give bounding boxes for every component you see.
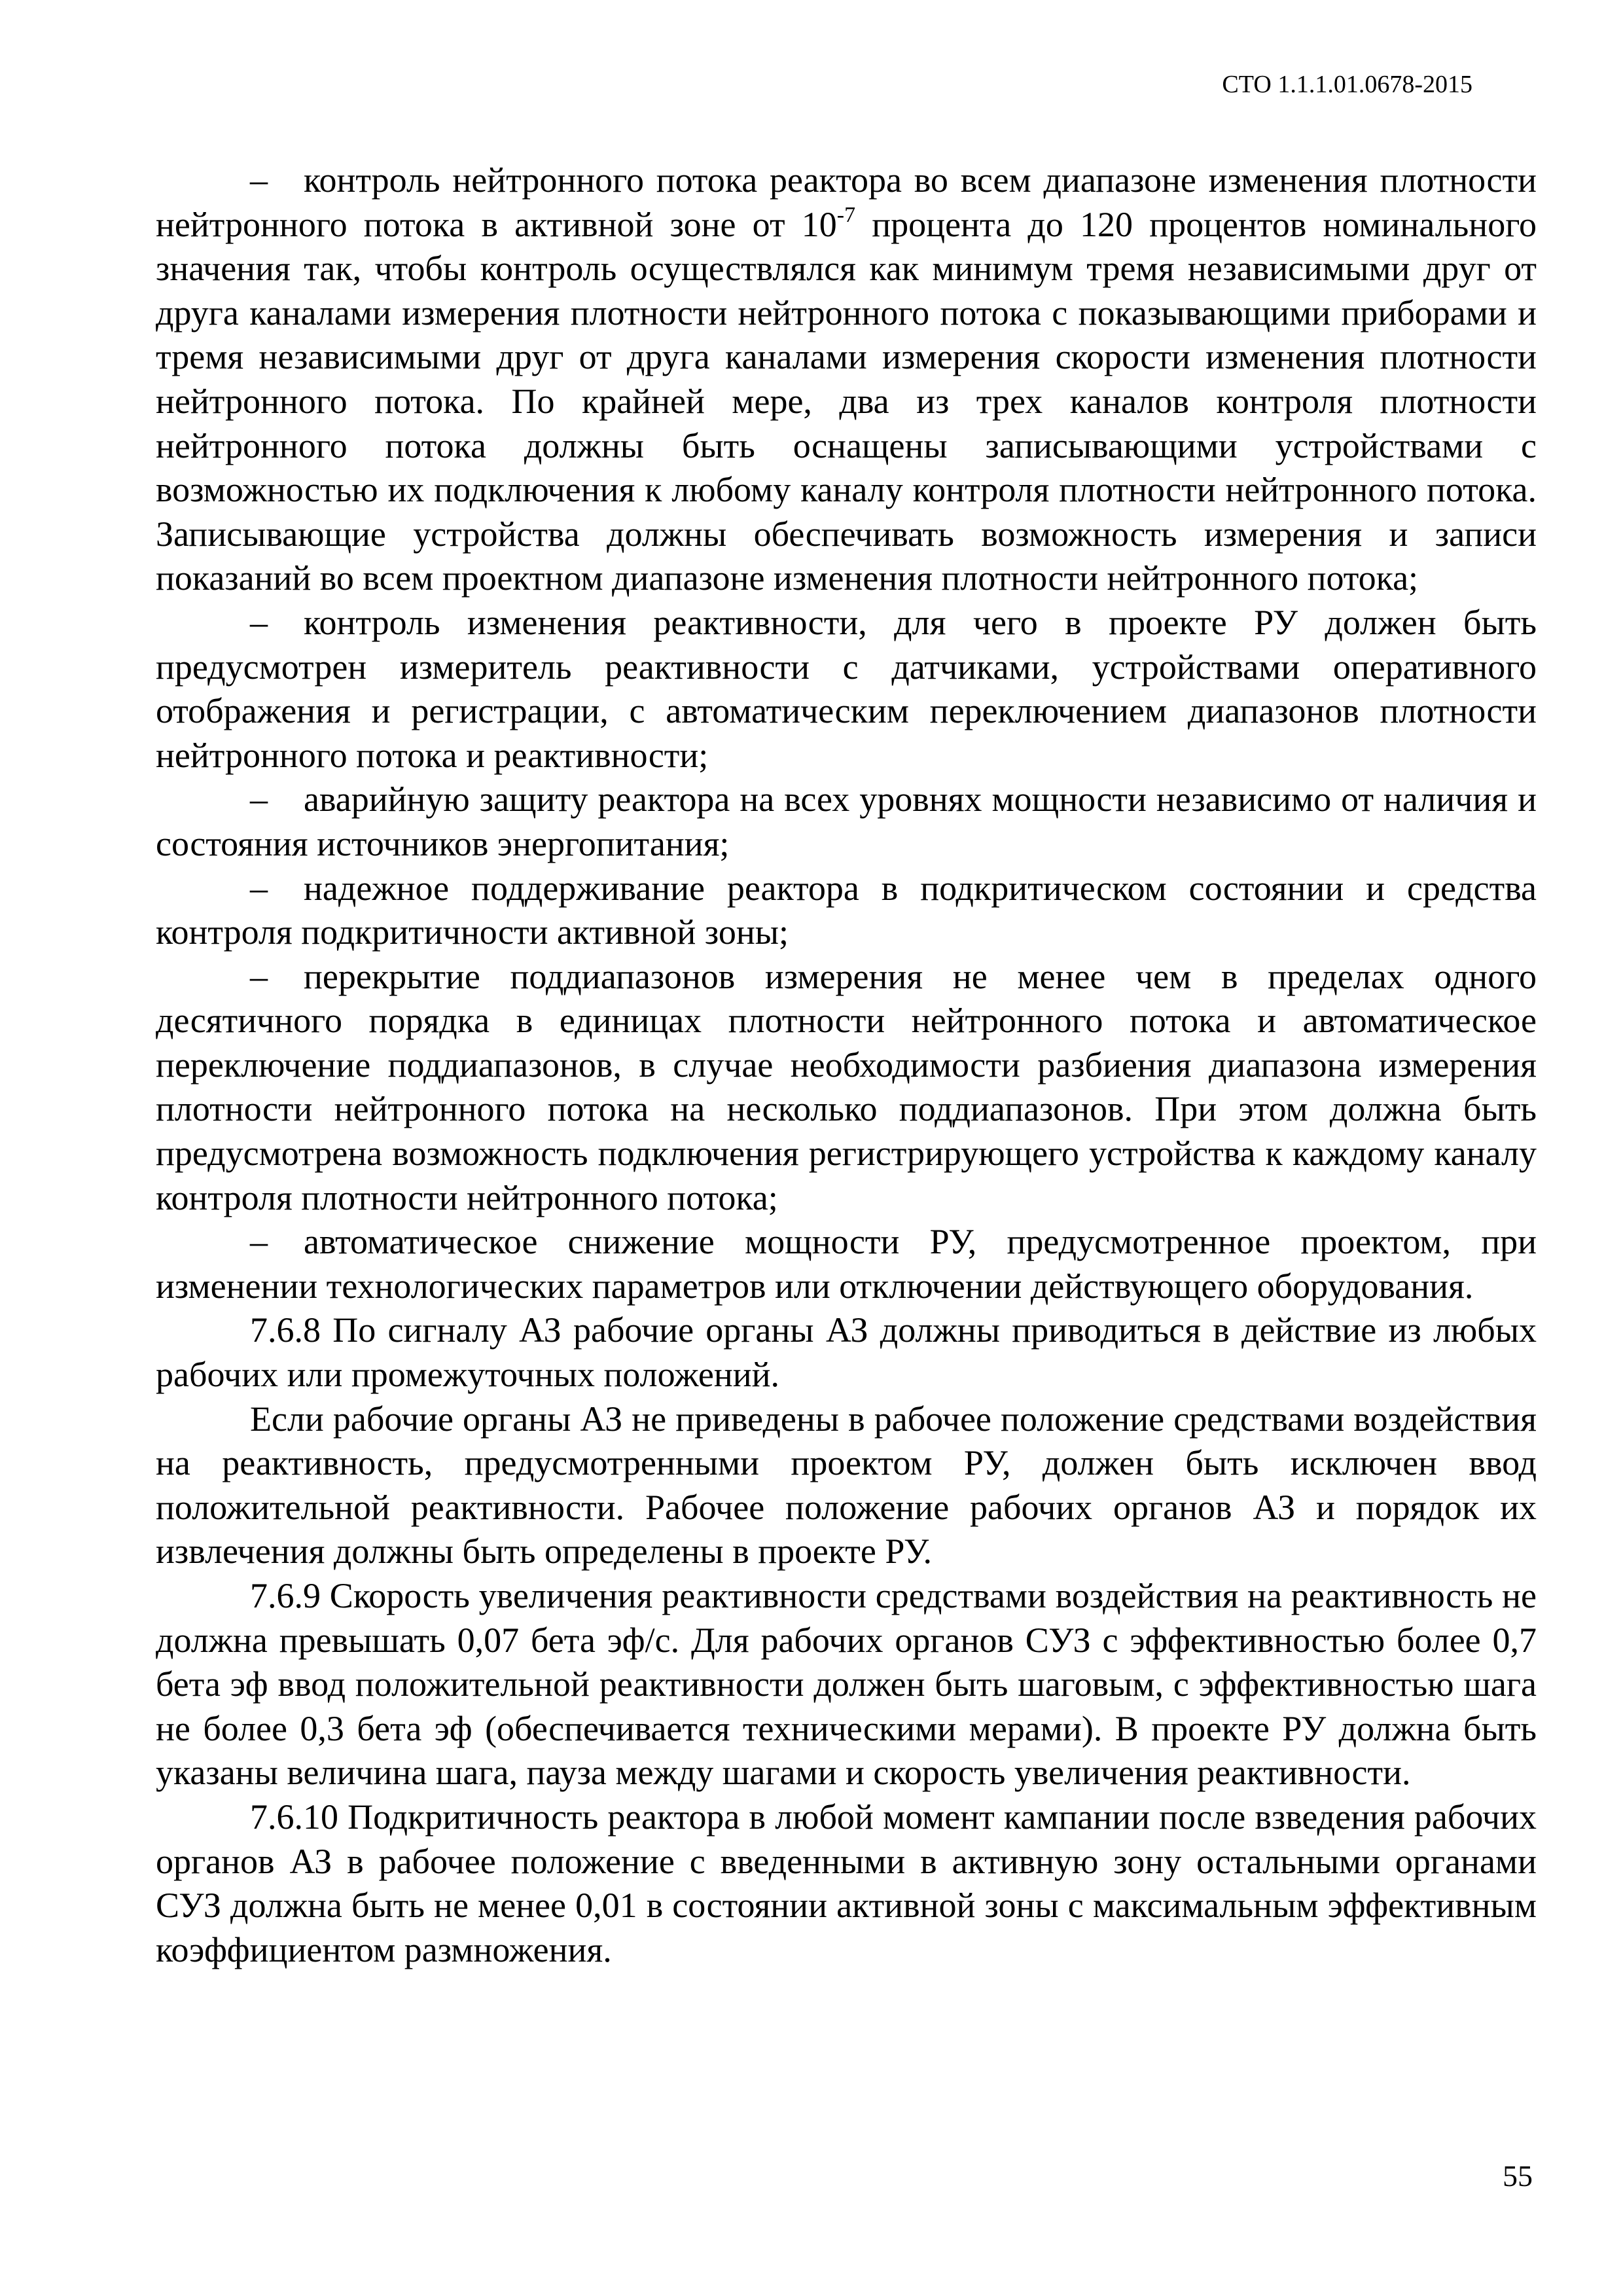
document-code-header: СТО 1.1.1.01.0678-2015: [1222, 71, 1472, 98]
paragraph-7-6-8: 7.6.8 По сигналу АЗ рабочие органы АЗ должны приводиться в действие из любых рабочих или промежуточных положений.: [156, 1310, 1537, 1395]
list-dash: –: [250, 160, 268, 200]
list-item-text: перекрытие поддиапазонов измерения не менее чем в пределах одного десятичного порядка в единицах плотности нейтронного потока и автоматическое переключение поддиапазонов, в случае необходимости разбиения диапазона измерения плотности нейтронного потока на несколько поддиапазонов. При этом должна быть предусмотрена возможность подключения регистрирующего устройства к каждому каналу контроля плотности нейтронного потока;: [156, 956, 1537, 1217]
list-dash: –: [250, 868, 268, 908]
list-item-neutron-flux-control: [156, 158, 1537, 601]
list-item-text-continued: процента до 120 процентов номинального значения так, чтобы контроль осуществлялся как минимум тремя независимыми друг от друга каналами измерения плотности нейтронного потока с показывающими приборами и тремя независимыми друг от друга каналами измерения скорости изменения плотности нейтронного потока. По крайней мере, два из трех каналов контроля плотности нейтронного потока должны быть оснащены записывающими устройствами с возможностью их подключения к любому каналу контроля плотности нейтронного потока. Записывающие устройства должны обеспечивать возможность измерения и записи показаний во всем проектном диапазоне изменения плотности нейтронного потока;: [156, 204, 1537, 598]
page-number: 55: [1503, 2159, 1533, 2193]
list-item-text: контроль изменения реактивности, для чего в проекте РУ должен быть предусмотрен измеритель реактивности с датчиками, устройствами оперативного отображения и регистрации, с автоматическим переключением диапазонов плотности нейтронного потока и реактивности;: [156, 602, 1537, 775]
list-dash: –: [250, 1222, 268, 1262]
list-dash: –: [250, 956, 268, 996]
list-item-text: аварийную защиту реактора на всех уровнях мощности независимо от наличия и состояния источников энергопитания;: [156, 780, 1537, 863]
list-item-reactivity-control: [156, 601, 1537, 778]
list-item-subrange-overlap: [156, 955, 1537, 1221]
paragraph-7-6-9: 7.6.9 Скорость увеличения реактивности средствами воздействия на реактивность не должна превышать 0,07 бета эф/с. Для рабочих органов СУЗ с эффективностью более 0,7 бета эф ввод положительной реактивности должен быть шаговым, с эффективностью шага не более 0,3 бета эф (обеспечивается техническими мерами). В проекте РУ должна быть указаны величина шага, пауза между шагами и скорость увеличения реактивности.: [156, 1576, 1537, 1793]
list-dash: –: [250, 780, 268, 819]
list-item-text: надежное поддерживание реактора в подкритическом состоянии и средства контроля подкритичности активной зоны;: [156, 868, 1537, 952]
list-item-text: контроль нейтронного потока реактора во всем диапазоне изменения плотности нейтронного потока в активной зоне от 10: [156, 160, 1537, 244]
list-item-text: автоматическое снижение мощности РУ, предусмотренное проектом, при изменении технологических параметров или отключении действующего оборудования.: [156, 1222, 1537, 1306]
page-body: [156, 158, 1537, 1972]
list-item-power-reduction: [156, 1220, 1537, 1308]
exponent: -7: [836, 202, 856, 227]
list-dash: –: [250, 602, 268, 642]
paragraph-7-6-10: 7.6.10 Подкритичность реактора в любой момент кампании после взведения рабочих органов АЗ в рабочее положение с введенными в активную зону остальными органами СУЗ должна быть не менее 0,01 в состоянии активной зоны с максимальным эффективным коэффициентом размножения.: [156, 1797, 1537, 1969]
list-item-subcritical-state: [156, 867, 1537, 955]
paragraph-working-position: Если рабочие органы АЗ не приведены в рабочее положение средствами воздействия на реактивность, предусмотренными проектом РУ, должен быть исключен ввод положительной реактивности. Рабочее положение рабочих органов АЗ и порядок их извлечения должны быть определены в проекте РУ.: [156, 1399, 1537, 1571]
list-item-emergency-protection: [156, 778, 1537, 866]
